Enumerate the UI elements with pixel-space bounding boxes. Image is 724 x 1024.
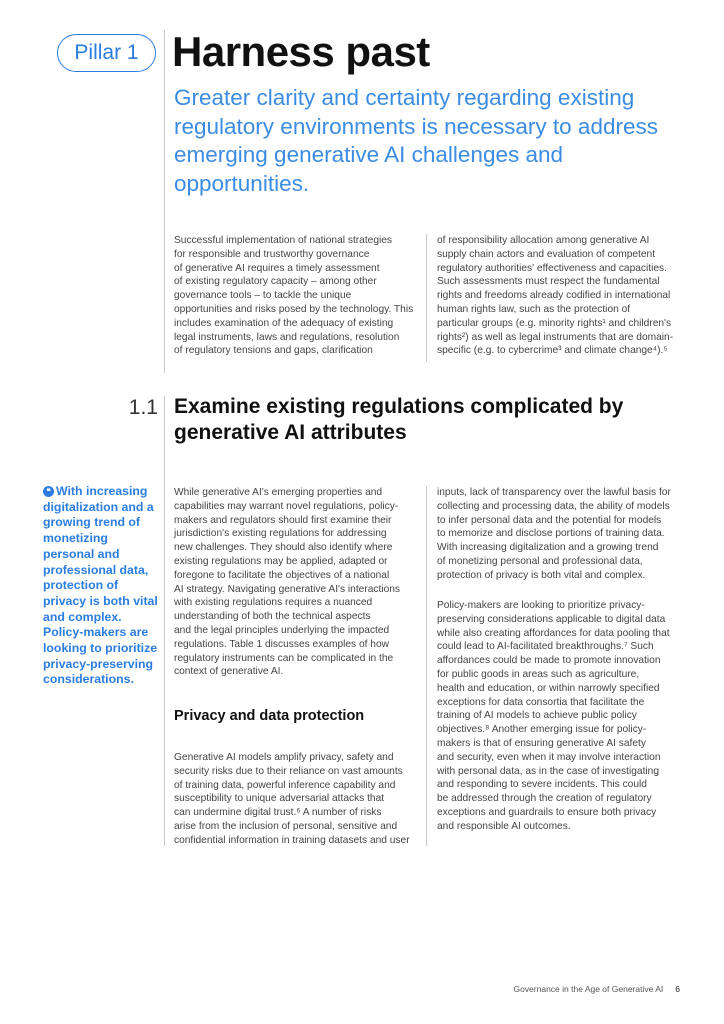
header-divider-line	[164, 30, 165, 373]
section-divider-line	[164, 396, 165, 846]
section-number: 1.1	[128, 396, 158, 419]
main-column-right-top: inputs, lack of transparency over the lawful basis for collecting and processing data, the ability of models to infer personal data and the potential for models to memorize and disclose portions of training data. With increasing digitalization and a growing trend of monetizing personal and professional data, protection of privacy is both vital and complex.	[437, 487, 671, 581]
main-column-divider	[426, 486, 427, 846]
main-column-left-top: While generative AI's emerging properties and capabilities may warrant novel regulations, policy- makers and regulators should first examine their jurisdiction's existing regulations for addressing new challenges. They should also identify where existing regulations may be applied, adapted or foregone to facilitate the objectives of a national AI strategy. Navigating generative AI's interactions with existing regulations requires a nuanced understanding of both the technical aspects and the legal principles underlying the impacted regulations. Table 1 discusses examples of how regulatory instruments can be complicated in the context of generative AI.	[174, 487, 400, 678]
page-title: Harness past	[172, 28, 430, 75]
page-footer	[480, 984, 680, 994]
quote-mark-icon: ❝	[43, 486, 54, 497]
main-column-right-bottom: Policy-makers are looking to prioritize privacy- preserving considerations applicable to digital data while also creating affordances for data pooling that could lead to AI-facilitated breakthroughs.⁷ Such affordances could be made to promote innovation for public goods in areas such as agriculture, health and education, or within narrowly specified exceptions for data consortia that facilitate the training of AI models to achieve public policy objectives.⁸ Another emerging issue for policy- makers is that of ensuring generative AI safety and security, even when it may involve interaction with personal data, as in the case of investigating and responding to severe incidents. This could be addressed through the creation of regulatory exceptions and guardrails to ensure both privacy and responsible AI outcomes.	[437, 600, 670, 832]
pull-quote	[43, 484, 158, 688]
main-column-left-bottom: Generative AI models amplify privacy, safety and security risks due to their reliance on vast amounts of training data, powerful inference capability and susceptibility to unique adversarial attacks that can undermine digital trust.⁶ A number of risks arise from the inclusion of personal, sensitive and confidential information in training datasets and user	[174, 752, 410, 846]
page-number: 6	[675, 984, 680, 994]
page-subtitle: Greater clarity and certainty regarding existing regulatory environments is necessary to address emerging generative AI challenges and opportunities.	[174, 85, 658, 196]
subheading-privacy: Privacy and data protection	[174, 708, 365, 724]
footer-doc-title: Governance in the Age of Generative AI	[513, 984, 664, 994]
pillar-badge	[57, 34, 156, 72]
intro-column-left: Successful implementation of national strategies for responsible and trustworthy governance of generative AI requires a timely assessment of existing regulatory capacity – among other governance tools – to tackle the unique opportunities and risks posed by the technology. This includes examination of the adequacy of existing legal instruments, laws and regulations, resolution of regulatory tensions and gaps, clarification	[174, 235, 414, 357]
section-title: Examine existing regulations complicated by generative AI attributes	[174, 395, 624, 444]
intro-column-divider	[426, 234, 427, 362]
pull-quote-text: With increasing digitalization and a growing trend of monetizing personal and professional data, protection of privacy is both vital and complex. Policy-makers are looking to prioritize privacy-preserving considerations.	[43, 484, 158, 687]
pillar-label: Pillar 1	[74, 41, 139, 64]
intro-column-right: of responsibility allocation among generative AI supply chain actors and evaluation of competent regulatory authorities' effectiveness and capacities. Such assessments must respect the fundamental rights and freedoms already codified in international human rights law, such as the protection of particular groups (e.g. minority rights¹ and children's rights²) as well as legal instruments that are domain- specific (e.g. to cybercrime³ and climate change⁴).⁵	[437, 235, 674, 357]
